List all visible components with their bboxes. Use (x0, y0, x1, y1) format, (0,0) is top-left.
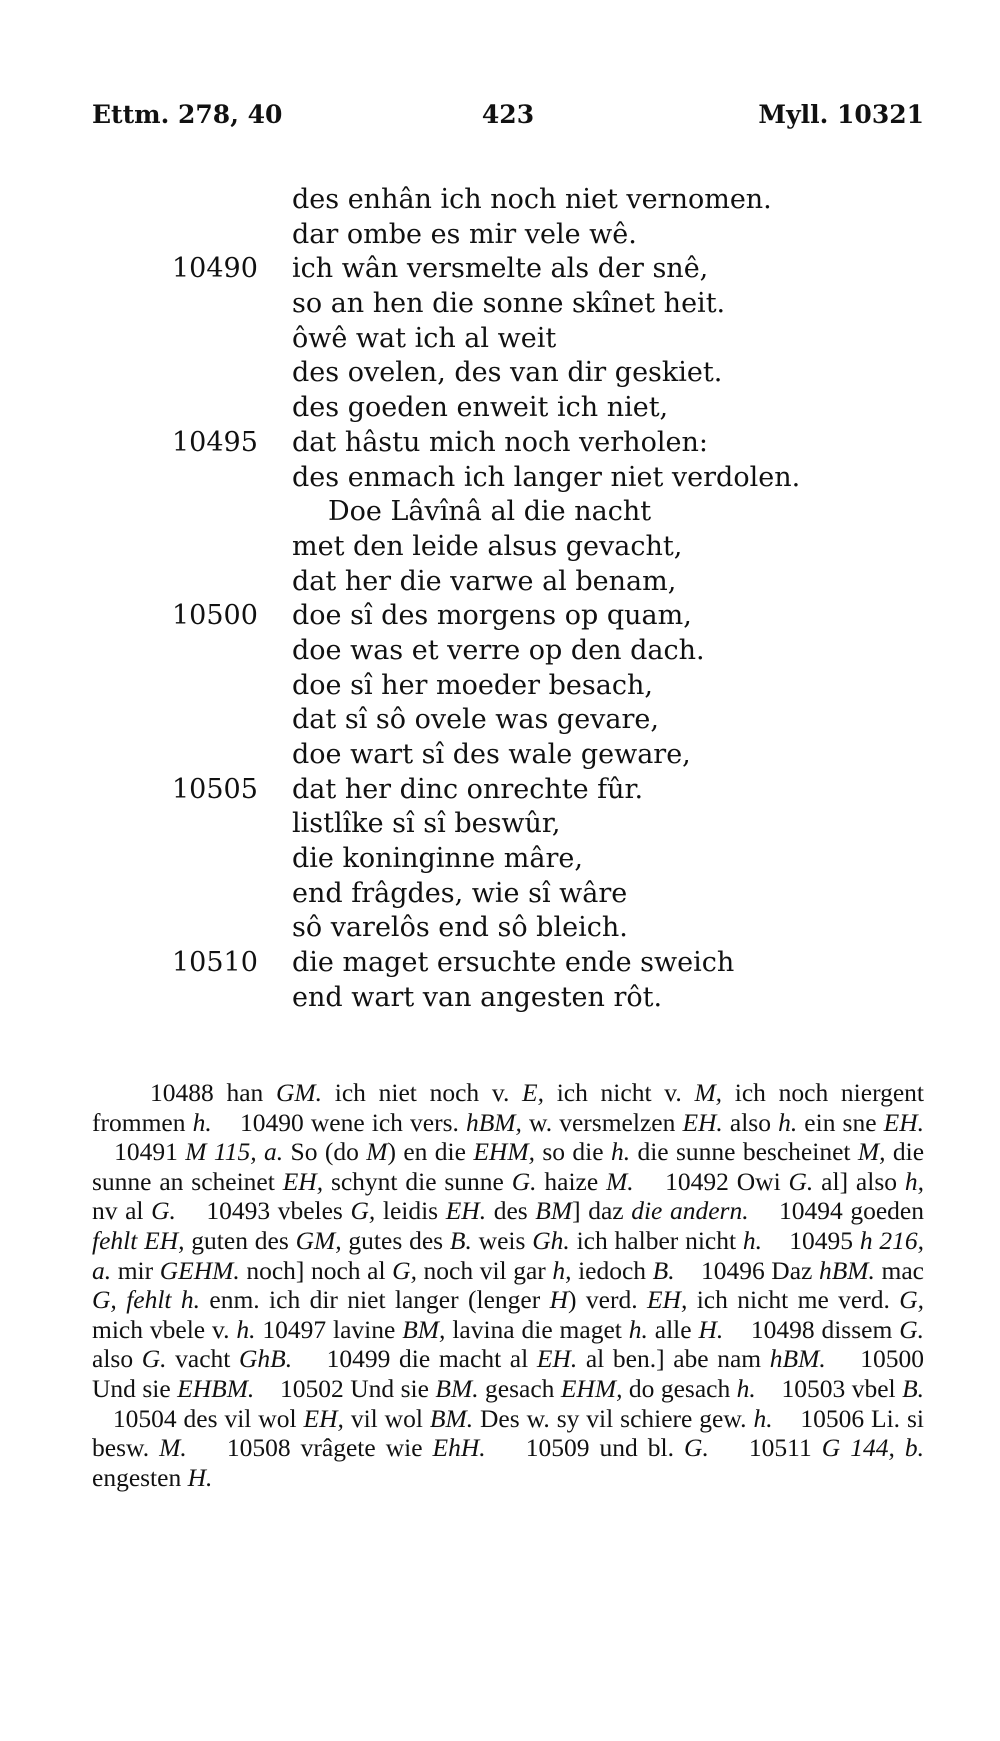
critical-apparatus (92, 1078, 924, 1492)
verse-line (0, 461, 1000, 496)
verse-text-line: dat her die varwe al benam, (292, 565, 677, 597)
line-number: 10490 (172, 253, 258, 285)
verse-text (0, 183, 1000, 1016)
line-number: 10510 (172, 947, 258, 979)
verse-text-line: ich wân versmelte als der snê, (292, 253, 709, 285)
verse-line (0, 356, 1000, 391)
verse-line (0, 599, 1000, 634)
verse-text-line: die maget ersuchte ende sweich (292, 947, 735, 979)
verse-line (0, 495, 1000, 530)
verse-line (0, 426, 1000, 461)
verse-text-line: doe was et verre op den dach. (292, 634, 705, 666)
page-number: 423 (481, 100, 535, 129)
verse-text-line: dar ombe es mir vele wê. (292, 218, 637, 250)
verse-line (0, 911, 1000, 946)
verse-text-line: des enhân ich noch niet vernomen. (292, 184, 772, 215)
verse-text-line: doe wart sî des wale geware, (292, 739, 691, 770)
verse-line (0, 842, 1000, 877)
verse-text-line: end frâgdes, wie sî wâre (292, 877, 628, 909)
line-number: 10495 (172, 426, 258, 458)
verse-line (0, 322, 1000, 357)
running-header (92, 100, 924, 140)
verse-line (0, 287, 1000, 322)
verse-line (0, 807, 1000, 842)
verse-line (0, 669, 1000, 704)
header-right-reference: Myll. 10321 (758, 100, 924, 129)
verse-line (0, 773, 1000, 808)
line-number: 10500 (172, 600, 258, 632)
verse-line (0, 218, 1000, 253)
verse-text-line: dat her dinc onrechte fûr. (292, 773, 644, 805)
verse-line (0, 946, 1000, 981)
verse-line (0, 565, 1000, 600)
verse-line (0, 183, 1000, 218)
verse-text-line: doe sî her moeder besach, (292, 669, 653, 701)
verse-line (0, 981, 1000, 1016)
verse-text-line: doe sî des morgens op quam, (292, 600, 692, 632)
verse-line (0, 530, 1000, 565)
verse-line (0, 252, 1000, 287)
verse-text-line: die koninginne mâre, (292, 843, 583, 875)
verse-text-line: sô varelôs end sô bleich. (292, 912, 628, 944)
verse-text-line: so an hen die sonne skînet heit. (292, 288, 726, 320)
verse-text-line: listlîke sî sî beswûr, (292, 808, 561, 840)
verse-line (0, 391, 1000, 426)
verse-text-line: ôwê wat ich al weit (292, 322, 557, 354)
verse-line (0, 738, 1000, 773)
verse-text-line: Doe Lâvînâ al die nacht (328, 496, 652, 528)
verse-text-line: end wart van angesten rôt. (292, 981, 663, 1013)
verse-text-line: des enmach ich langer niet verdolen. (292, 461, 801, 493)
verse-text-line: met den leide alsus gevacht, (292, 530, 683, 562)
verse-text-line: des ovelen, des van dir geskiet. (292, 357, 723, 389)
header-left-reference: Ettm. 278, 40 (92, 100, 283, 129)
verse-line (0, 877, 1000, 912)
verse-line (0, 634, 1000, 669)
verse-text-line: dat hâstu mich noch verholen: (292, 426, 708, 458)
line-number: 10505 (172, 773, 258, 805)
apparatus-notes: 10488 han GM. ich niet noch v. E, ich nicht v. M, ich noch niergent frommen h. 10490 wene ich vers. hBM, w. versmelzen EH. also h. ein sne EH. 10491 M 115, a. So (do M) en die EHM, so die h. die sunne bescheinet M, die sunne an scheinet EH, schynt die sunne G. haize M. 10492 Owi G. al] also h, nv al G. 10493 vbeles G, leidis EH. des BM] daz die andern. 10494 goeden fehlt EH, guten des GM, gutes des B. weis Gh. ich halber nicht h. 10495 h 216, a. mir GEHM. noch] noch al G, noch vil gar h, iedoch B. 10496 Daz hBM. mac G, fehlt h. enm. ich dir niet langer (lenger H) verd. EH, ich nicht me verd. G, mich vbele v. h. 10497 lavine BM, lavina die maget h. alle H. 10498 dissem G. also G. vacht GhB. 10499 die macht al EH. al ben.] abe nam hBM. 10500 Und sie EHBM. 10502 Und sie BM. gesach EHM, do gesach h. 10503 vbel B. 10504 des vil wol EH, vil wol BM. Des w. sy vil schiere gew. h. 10506 Li. si besw. M. 10508 vrâgete wie EhH. 10509 und bl. G. 10511 G 144, b. engesten H. (92, 1078, 925, 1492)
verse-line (0, 703, 1000, 738)
verse-text-line: des goeden enweit ich niet, (292, 392, 669, 424)
verse-text-line: dat sî sô ovele was gevare, (292, 704, 659, 736)
